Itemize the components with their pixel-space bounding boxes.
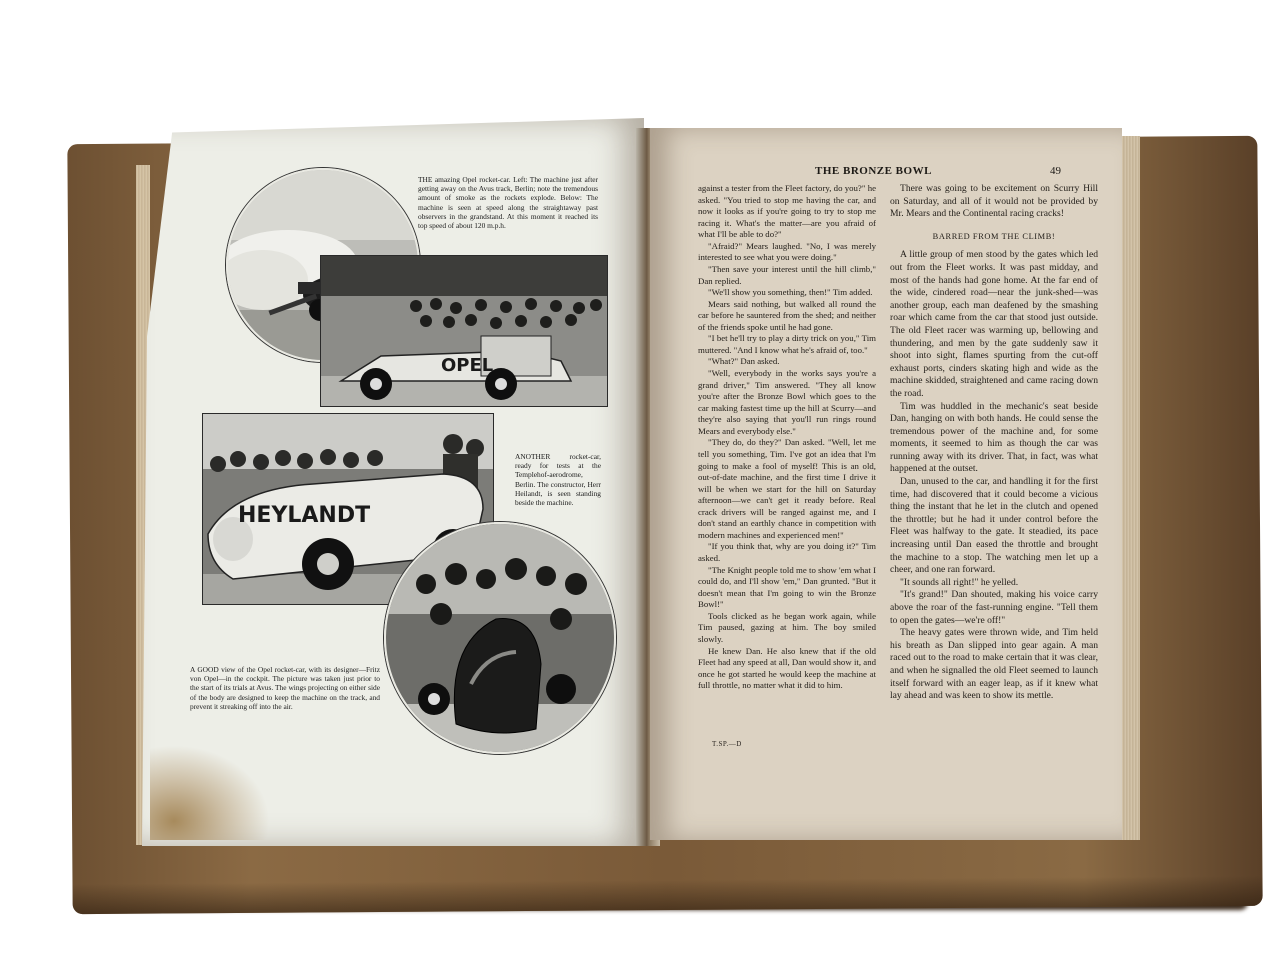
heylandt-lettering: HEYLANDT [238,503,371,528]
col2-paragraph: A little group of men stood by the gates which led out from the Fleet works. It was past midday, and most of the hands had gone home. At the far end of the wide, cindered road—near the junk-shed—was another group, each man deafened by the smashing roar which came from the car that stood just outside. The old Fleet racer was warming up, bellowing and thundering, and men by the gate suddenly saw it shoot into sight, flames spurting from the cut-off exhaust ports, cinders skating high and wide as the machine skidded, straightened and came racing down the road. [890,249,1098,399]
col1-paragraph: "They do, do they?" Dan asked. "Well, let me tell you something, Tim. I've got an idea that I'm going to make a fool of myself! This is an old, out-of-date machine, and the first time I drive it will be when we start for the hill on Saturday afternoon—we can't get it ready before. Real crack drivers will be ranged against me, and I don't stand an earthly chance in competition with modern machines and experienced men!" [698,437,876,540]
page-number: 49 [1050,165,1061,177]
col1-paragraph: Tools clicked as he began work again, while Tim paused, gazing at him. The boy smiled slowly. [698,610,876,644]
col1-paragraph: He knew Dan. He also knew that if the old Fleet had any speed at all, Dan would show it, and once he got started he would keep the machine at full throttle, no matter what it did to him. [698,645,876,691]
col2-paragraph: "It sounds all right!" he yelled. [900,576,1019,588]
section-subheading: BARRED FROM THE CLIMB! [932,231,1056,241]
caption-top: THE amazing Opel rocket-car. Left: The machine just after getting away on the Avus track, Berlin; note the tremendous amount of smoke as the rockets explode. Below: The machine is seen at speed along the straightaway past observers in the grandstand. At this moment it reached its top speed of about 120 m.p.h. [418,175,598,231]
opel-car-lettering: OPEL [441,355,494,376]
col1-paragraph: against a tester from the Fleet factory, do you?" he asked. "You tried to stop me having the car, and now it looks as if you're going to try to stop me racing it. What's the matter—are you afraid of what I'll be able to do?" [698,183,876,240]
text-column-left [698,183,876,692]
col2-paragraph: Dan, unused to the car, and handling it for the first time, had discovered that it could become a vicious thing the instant that he let in the clutch and opened the throttle; but he had it under control before the Fleet was halfway to the gate. It steadied, its pace increasing until Dan eased the throttle and brought the machine to a stop. The watching men let up a cheer, and one ran forward. [890,476,1098,576]
col1-paragraph: "Well, everybody in the works says you're a grand driver," Tim answered. "They all know you're after the Bronze Bowl which goes to the car making fastest time up the hill at Scurry—and they're also saying that you'll run rings round Mears and everybody else." [698,368,876,436]
photo-opel-designer [384,522,616,754]
col1-paragraph: "Then save your interest until the hill climb," Dan replied. [698,263,876,286]
col2-intro: There was going to be excitement on Scurry Hill on Saturday, and all of it would not be provided by Mr. Mears and the Continental racing cracks! [890,183,1098,220]
col2-paragraph: The heavy gates were thrown wide, and Tim held his breath as Dan slipped into gear again. A man raced out to the road to make certain that it was clear, and when he signalled the old Fleet seemed to launch itself forward with an eager leap, as if it knew what lay ahead and was keen to show its mettle. [890,627,1098,702]
running-head: THE BRONZE BOWL [815,165,932,177]
col1-paragraph: "I bet he'll try to play a dirty trick on you," Tim muttered. "And I know what he's afraid of, too." [698,333,876,355]
caption-bottom: A GOOD view of the Opel rocket-car, with its designer—Fritz von Opel—in the cockpit. The picture was taken just prior to the start of its trials at Avus. The wings projecting on either side of the body are designed to keep the machine on the track, and prevent it streaking off into the air. [190,665,380,711]
col2-paragraph: "It's grand!" Dan shouted, making his voice carry above the roar of the fast-running engine. "Tell them to open the gates—we're off!" [890,589,1098,626]
col1-paragraph: "What?" Dan asked. [708,356,780,367]
col1-paragraph: "Afraid?" Mears laughed. "No, I was merely interested to see what you were doing." [698,240,876,263]
col1-paragraph: Mears said nothing, but walked all round the car before he sauntered from the shed; and neither of the friends spoke until he had gone. [698,298,876,332]
col1-paragraph: "The Knight people told me to show 'em what I could do, and I'll show 'em," Dan grunted. "But it doesn't mean that I'm going to win the Bronze Bowl!" [698,564,876,610]
signature-mark: T.SP.—D [712,740,742,748]
col2-body [890,249,1098,702]
col1-paragraph: "We'll show you something, then!" Tim added. [708,287,873,298]
text-column-right [890,183,1098,703]
col2-paragraph: Tim was huddled in the mechanic's seat beside Dan, hanging on with both hands. He could sense the tremendous power of the machine and, for some moments, it seemed to him as though the car was running away with its driver. That, in fact, was what happened at the outset. [890,400,1098,475]
col1-paragraph: "If you think that, why are you doing it?" Tim asked. [698,541,876,563]
caption-middle: ANOTHER rocket-car, ready for tests at the Templehof-aerodrome, Berlin. The constructor, Herr Heilandt, is seen standing beside the machine. [515,452,601,508]
page-stain [150,745,270,840]
photo-opel-grandstand [320,255,608,407]
